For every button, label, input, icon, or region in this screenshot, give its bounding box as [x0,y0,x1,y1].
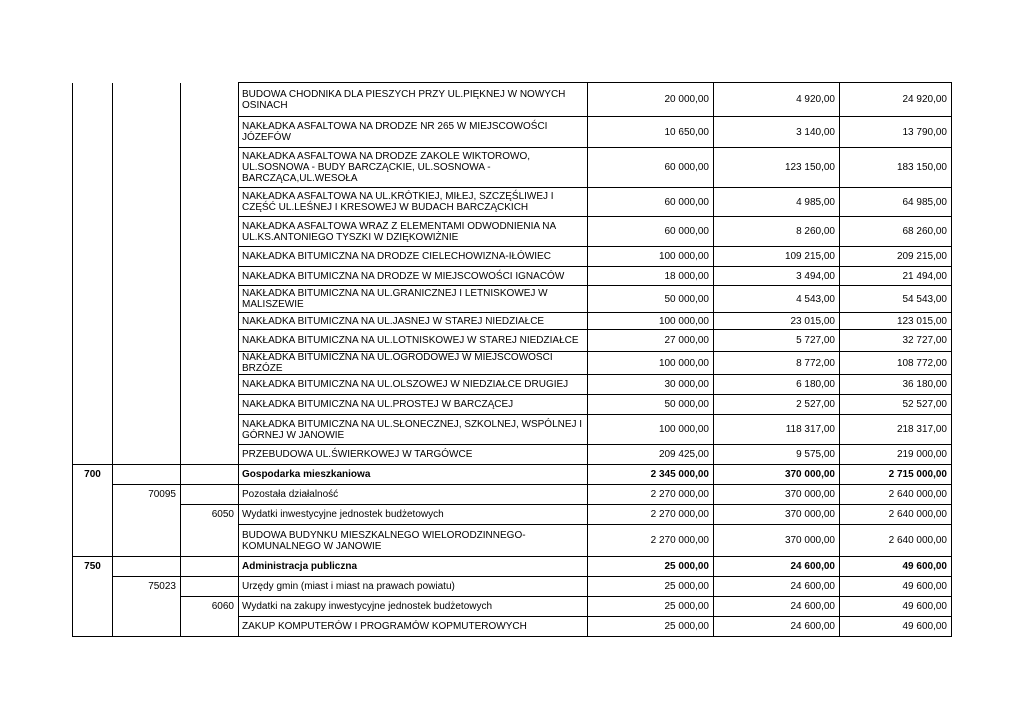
dzial-cell [73,577,113,597]
table-row [73,83,952,117]
dzial-cell: 700 [73,465,113,485]
paragraf-cell [181,465,239,485]
description-cell: NAKŁADKA ASFALTOWA NA DRODZE ZAKOLE WIKTOROWO, UL.SOSNOWA - BUDY BARCZĄCKIE, UL.SOSNOWA - BARCZĄCA,UL.WESOŁA [239,148,588,188]
rozdzial-cell [113,597,181,617]
amount-after-cell: 123 015,00 [840,313,952,330]
amount-change-cell: 370 000,00 [714,505,840,525]
amount-change-cell: 5 727,00 [714,330,840,352]
amount-plan-cell: 25 000,00 [588,617,714,637]
description-cell: Gospodarka mieszkaniowa [239,465,588,485]
dzial-cell [73,352,113,375]
description-cell: NAKŁADKA BITUMICZNA NA UL.JASNEJ W STAREJ NIEDZIAŁCE [239,313,588,330]
paragraf-cell [181,267,239,286]
dzial-cell [73,247,113,267]
amount-after-cell: 49 600,00 [840,617,952,637]
amount-after-cell: 21 494,00 [840,267,952,286]
dzial-cell [73,188,113,217]
table-row [73,395,952,415]
amount-change-cell: 370 000,00 [714,525,840,557]
amount-plan-cell: 27 000,00 [588,330,714,352]
amount-after-cell: 49 600,00 [840,577,952,597]
amount-after-cell: 2 715 000,00 [840,465,952,485]
amount-after-cell: 64 985,00 [840,188,952,217]
rozdzial-cell [113,525,181,557]
dzial-cell [73,505,113,525]
amount-plan-cell: 100 000,00 [588,352,714,375]
rozdzial-cell [113,148,181,188]
table-row [73,445,952,465]
description-cell: NAKŁADKA BITUMICZNA NA UL.GRANICZNEJ I LETNISKOWEJ W MALISZEWIE [239,286,588,313]
description-cell: NAKŁADKA ASFALTOWA WRAZ Z ELEMENTAMI ODWODNIENIA NA UL.KS.ANTONIEGO TYSZKI W DZIĘKOWIŻNIE [239,217,588,247]
rozdzial-cell [113,617,181,637]
amount-change-cell: 370 000,00 [714,465,840,485]
amount-plan-cell: 10 650,00 [588,117,714,148]
table-row [73,148,952,188]
table-row [73,577,952,597]
paragraf-cell [181,330,239,352]
amount-after-cell: 32 727,00 [840,330,952,352]
description-cell: NAKŁADKA BITUMICZNA NA UL.OGRODOWEJ W MIEJSCOWOŚCI BRZÓZE [239,352,588,375]
table-row [73,330,952,352]
amount-plan-cell: 18 000,00 [588,267,714,286]
amount-change-cell: 23 015,00 [714,313,840,330]
table-row [73,525,952,557]
paragraf-cell [181,415,239,445]
dzial-cell [73,445,113,465]
amount-plan-cell: 2 345 000,00 [588,465,714,485]
amount-plan-cell: 100 000,00 [588,415,714,445]
amount-change-cell: 8 772,00 [714,352,840,375]
description-cell: Administracja publiczna [239,557,588,577]
description-cell: Urzędy gmin (miast i miast na prawach powiatu) [239,577,588,597]
rozdzial-cell [113,117,181,148]
amount-change-cell: 4 920,00 [714,83,840,117]
dzial-cell [73,375,113,395]
amount-after-cell: 108 772,00 [840,352,952,375]
paragraf-cell [181,188,239,217]
paragraf-cell [181,445,239,465]
amount-plan-cell: 209 425,00 [588,445,714,465]
amount-change-cell: 9 575,00 [714,445,840,465]
budget-sheet [72,82,951,637]
dzial-cell [73,395,113,415]
description-cell: NAKŁADKA ASFALTOWA NA DRODZE NR 265 W MIEJSCOWOŚCI JÓZEFÓW [239,117,588,148]
amount-change-cell: 4 543,00 [714,286,840,313]
amount-plan-cell: 2 270 000,00 [588,505,714,525]
table-row [73,465,952,485]
description-cell: NAKŁADKA BITUMICZNA NA UL.SŁONECZNEJ, SZKOLNEJ, WSPÓLNEJ I GÓRNEJ W JANOWIE [239,415,588,445]
paragraf-cell [181,395,239,415]
rozdzial-cell [113,313,181,330]
dzial-cell [73,286,113,313]
amount-change-cell: 24 600,00 [714,597,840,617]
amount-after-cell: 54 543,00 [840,286,952,313]
paragraf-cell [181,83,239,117]
dzial-cell [73,597,113,617]
table-row [73,188,952,217]
amount-change-cell: 3 494,00 [714,267,840,286]
table-row [73,485,952,505]
amount-plan-cell: 2 270 000,00 [588,485,714,505]
amount-plan-cell: 60 000,00 [588,188,714,217]
description-cell: NAKŁADKA BITUMICZNA NA DRODZE CIELECHOWIZNA-IŁÓWIEC [239,247,588,267]
paragraf-cell: 6060 [181,597,239,617]
amount-plan-cell: 60 000,00 [588,148,714,188]
rozdzial-cell [113,247,181,267]
rozdzial-cell [113,83,181,117]
rozdzial-cell [113,267,181,286]
amount-after-cell: 218 317,00 [840,415,952,445]
table-body [73,83,952,637]
amount-after-cell: 183 150,00 [840,148,952,188]
table-row [73,313,952,330]
table-row [73,617,952,637]
budget-table [72,82,952,637]
description-cell: NAKŁADKA BITUMICZNA NA UL.PROSTEJ W BARCZĄCEJ [239,395,588,415]
amount-after-cell: 13 790,00 [840,117,952,148]
dzial-cell [73,617,113,637]
rozdzial-cell [113,217,181,247]
amount-after-cell: 219 000,00 [840,445,952,465]
description-cell: Wydatki na zakupy inwestycyjne jednostek budżetowych [239,597,588,617]
paragraf-cell [181,247,239,267]
table-row [73,352,952,375]
rozdzial-cell [113,415,181,445]
rozdzial-cell [113,465,181,485]
amount-change-cell: 118 317,00 [714,415,840,445]
amount-after-cell: 209 215,00 [840,247,952,267]
table-row [73,375,952,395]
description-cell: BUDOWA CHODNIKA DLA PIESZYCH PRZY UL.PIĘKNEJ W NOWYCH OSINACH [239,83,588,117]
amount-plan-cell: 100 000,00 [588,247,714,267]
paragraf-cell [181,577,239,597]
dzial-cell [73,525,113,557]
paragraf-cell: 6050 [181,505,239,525]
description-cell: Pozostała działalność [239,485,588,505]
amount-change-cell: 370 000,00 [714,485,840,505]
amount-plan-cell: 30 000,00 [588,375,714,395]
amount-after-cell: 24 920,00 [840,83,952,117]
amount-change-cell: 4 985,00 [714,188,840,217]
amount-after-cell: 52 527,00 [840,395,952,415]
table-row [73,267,952,286]
description-cell: NAKŁADKA ASFALTOWA NA UL.KRÓTKIEJ, MIŁEJ, SZCZĘŚLIWEJ I CZĘŚĆ UL.LEŚNEJ I KRESOWEJ W BUDACH BARCZĄCKICH [239,188,588,217]
description-cell: PRZEBUDOWA UL.ŚWIERKOWEJ W TARGÓWCE [239,445,588,465]
table-row [73,415,952,445]
description-cell: ZAKUP KOMPUTERÓW I PROGRAMÓW KOPMUTEROWYCH [239,617,588,637]
paragraf-cell [181,148,239,188]
dzial-cell [73,415,113,445]
description-cell: NAKŁADKA BITUMICZNA NA UL.LOTNISKOWEJ W STAREJ NIEDZIAŁCE [239,330,588,352]
amount-after-cell: 2 640 000,00 [840,525,952,557]
amount-plan-cell: 25 000,00 [588,577,714,597]
description-cell: NAKŁADKA BITUMICZNA NA UL.OLSZOWEJ W NIEDZIAŁCE DRUGIEJ [239,375,588,395]
dzial-cell [73,217,113,247]
rozdzial-cell [113,557,181,577]
rozdzial-cell [113,375,181,395]
amount-after-cell: 36 180,00 [840,375,952,395]
paragraf-cell [181,217,239,247]
amount-change-cell: 3 140,00 [714,117,840,148]
rozdzial-cell: 70095 [113,485,181,505]
dzial-cell [73,117,113,148]
dzial-cell [73,313,113,330]
paragraf-cell [181,557,239,577]
rozdzial-cell [113,330,181,352]
rozdzial-cell [113,445,181,465]
rozdzial-cell [113,505,181,525]
amount-plan-cell: 25 000,00 [588,557,714,577]
paragraf-cell [181,375,239,395]
paragraf-cell [181,485,239,505]
paragraf-cell [181,313,239,330]
dzial-cell [73,148,113,188]
table-row [73,505,952,525]
amount-plan-cell: 100 000,00 [588,313,714,330]
rozdzial-cell [113,188,181,217]
amount-plan-cell: 50 000,00 [588,395,714,415]
dzial-cell [73,83,113,117]
dzial-cell [73,267,113,286]
amount-plan-cell: 20 000,00 [588,83,714,117]
rozdzial-cell [113,352,181,375]
paragraf-cell [181,117,239,148]
amount-plan-cell: 25 000,00 [588,597,714,617]
amount-change-cell: 24 600,00 [714,577,840,597]
table-row [73,217,952,247]
paragraf-cell [181,352,239,375]
amount-change-cell: 2 527,00 [714,395,840,415]
amount-change-cell: 24 600,00 [714,557,840,577]
rozdzial-cell [113,286,181,313]
paragraf-cell [181,617,239,637]
amount-change-cell: 8 260,00 [714,217,840,247]
description-cell: BUDOWA BUDYNKU MIESZKALNEGO WIELORODZINNEGO-KOMUNALNEGO W JANOWIE [239,525,588,557]
amount-change-cell: 109 215,00 [714,247,840,267]
dzial-cell: 750 [73,557,113,577]
amount-plan-cell: 60 000,00 [588,217,714,247]
rozdzial-cell [113,395,181,415]
amount-after-cell: 49 600,00 [840,597,952,617]
amount-after-cell: 68 260,00 [840,217,952,247]
amount-plan-cell: 50 000,00 [588,286,714,313]
amount-change-cell: 123 150,00 [714,148,840,188]
description-cell: Wydatki inwestycyjne jednostek budżetowych [239,505,588,525]
amount-change-cell: 24 600,00 [714,617,840,637]
table-row [73,597,952,617]
rozdzial-cell: 75023 [113,577,181,597]
paragraf-cell [181,525,239,557]
paragraf-cell [181,286,239,313]
amount-plan-cell: 2 270 000,00 [588,525,714,557]
dzial-cell [73,485,113,505]
description-cell: NAKŁADKA BITUMICZNA NA DRODZE W MIEJSCOWOŚCI IGNACÓW [239,267,588,286]
table-row [73,557,952,577]
amount-after-cell: 2 640 000,00 [840,505,952,525]
amount-after-cell: 49 600,00 [840,557,952,577]
table-row [73,117,952,148]
table-row [73,286,952,313]
dzial-cell [73,330,113,352]
amount-change-cell: 6 180,00 [714,375,840,395]
table-row [73,247,952,267]
amount-after-cell: 2 640 000,00 [840,485,952,505]
